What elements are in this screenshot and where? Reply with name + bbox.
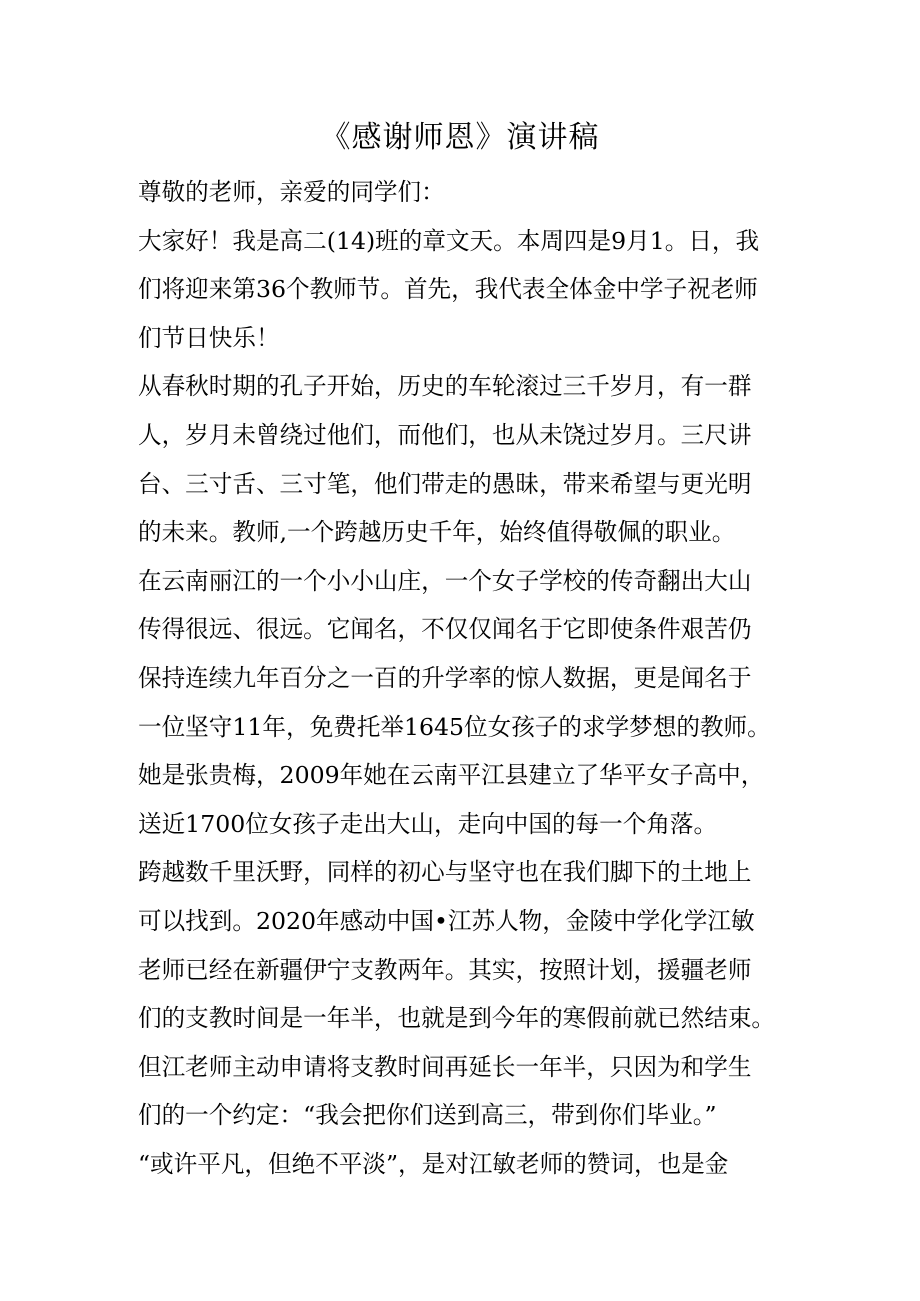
text-line: 送近1700位女孩子走出大山，走向中国的每一个角落。 (138, 809, 718, 838)
text-line: 从春秋时期的孔子开始，历史的车轮滚过三千岁月，有一群 (138, 372, 752, 401)
text-line: 在云南丽江的一个小小山庄，一个女子学校的传奇翻出大山 (138, 566, 752, 595)
text-line: 台、三寸舌、三寸笔，他们带走的愚昧，带来希望与更光明 (138, 469, 752, 498)
text-line: 老师已经在新疆伊宁支教两年。其实，按照计划，援疆老师 (138, 955, 752, 984)
text-line: 她是张贵梅，2009年她在云南平江县建立了华平女子高中， (138, 761, 765, 790)
text-line: 的未来。教师,一个跨越历史千年，始终值得敬佩的职业。 (138, 518, 736, 547)
text-line: 们的支教时间是一年半，也就是到今年的寒假前就已然结束。 (138, 1004, 776, 1033)
text-line: 但江老师主动申请将支教时间再延长一年半，只因为和学生 (138, 1052, 752, 1081)
text-line: “或许平凡，但绝不平淡”，是对江敏老师的赞词，也是金 (138, 1149, 729, 1178)
text-line: 传得很远、很远。它闻名，不仅仅闻名于它即使条件艰苦仍 (138, 615, 752, 644)
text-line: 人，岁月未曾绕过他们，而他们，也从未饶过岁月。三尺讲 (138, 420, 752, 449)
text-line: 尊敬的老师，亲爱的同学们： (138, 178, 445, 206)
text-line: 们将迎来第36个教师节。首先，我代表全体金中学子祝老师 (138, 275, 758, 304)
document-title: 《感谢师恩》演讲稿 (320, 120, 600, 155)
text-line: 们节日快乐！ (138, 323, 280, 352)
text-line: 们的一个约定：“我会把你们送到高三，带到你们毕业。” (138, 1101, 717, 1130)
text-line: 一位坚守11年，免费托举1645位女孩子的求学梦想的教师。 (138, 712, 771, 741)
document-body (138, 168, 808, 1188)
text-line: 可以找到。2020年感动中国•江苏人物，金陵中学化学江敏 (138, 906, 755, 935)
text-line: 保持连续九年百分之一百的升学率的惊人数据，更是闻名于 (138, 663, 752, 692)
text-line: 跨越数千里沃野，同样的初心与坚守也在我们脚下的土地上 (138, 858, 752, 887)
text-line: 大家好！我是高二(14)班的章文天。本周四是9月1。日，我 (138, 226, 760, 255)
